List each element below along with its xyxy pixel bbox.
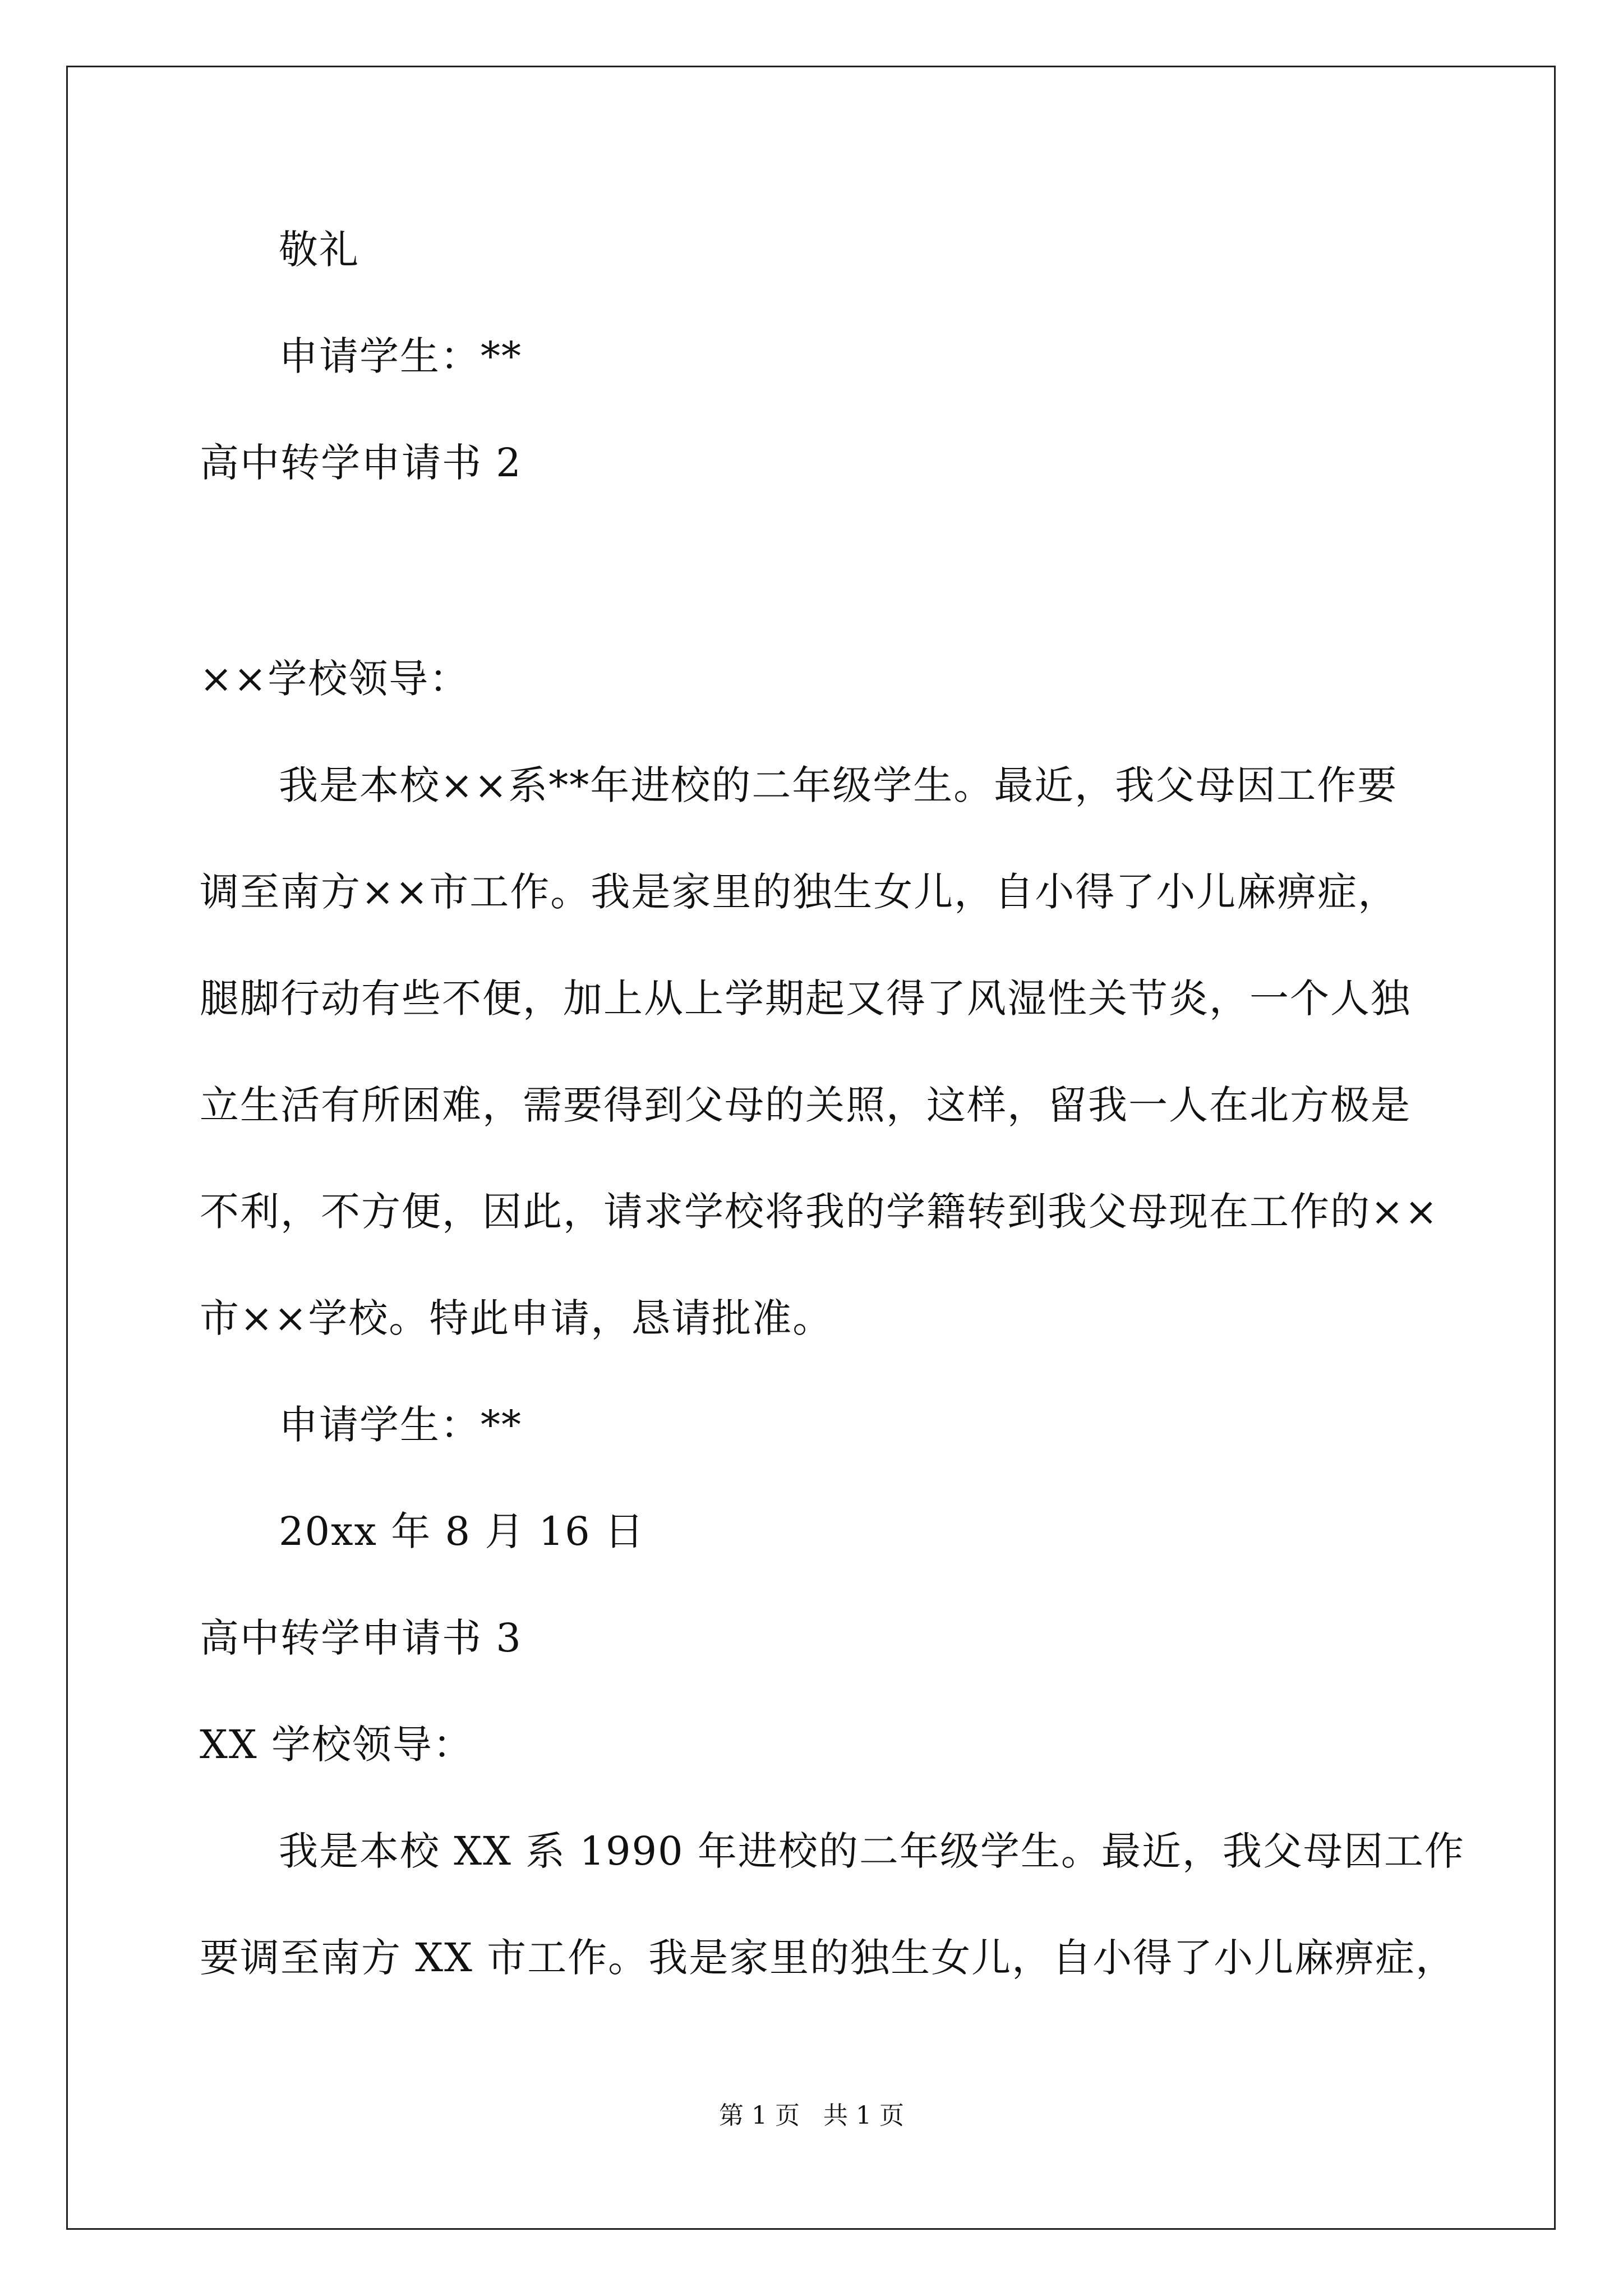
section-heading-2: 高中转学申请书 2 bbox=[200, 440, 522, 486]
addressee-line: XX 学校领导： bbox=[200, 1722, 473, 1768]
paragraph-line: 我是本校 XX 系 1990 年进校的二年级学生。最近，我父母因工作 bbox=[279, 1828, 1465, 1874]
paragraph-line: 我是本校××系**年进校的二年级学生。最近，我父母因工作要 bbox=[279, 762, 1398, 808]
paragraph-line: 市××学校。特此申请，恳请批准。 bbox=[200, 1295, 833, 1341]
paragraph-line: 腿脚行动有些不便，加上从上学期起又得了风湿性关节炎，一个人独 bbox=[200, 976, 1411, 1022]
applicant-signature: 申请学生：** bbox=[279, 333, 522, 379]
page-border bbox=[66, 66, 1556, 2230]
paragraph-line: 要调至南方 XX 市工作。我是家里的独生女儿，自小得了小儿麻痹症， bbox=[200, 1935, 1456, 1981]
section-heading-3: 高中转学申请书 3 bbox=[200, 1615, 522, 1661]
paragraph-line: 不利，不方便，因此，请求学校将我的学籍转到我父母现在工作的×× bbox=[200, 1189, 1439, 1235]
applicant-signature: 申请学生：** bbox=[279, 1402, 522, 1448]
addressee-line: ××学校领导： bbox=[200, 656, 470, 702]
closing-salutation: 敬礼 bbox=[279, 227, 359, 273]
paragraph-line: 立生活有所困难，需要得到父母的关照，这样，留我一人在北方极是 bbox=[200, 1082, 1411, 1128]
page-footer: 第 1 页 共 1 页 bbox=[719, 2101, 904, 2130]
date-line: 20xx 年 8 月 16 日 bbox=[279, 1508, 645, 1554]
paragraph-line: 调至南方××市工作。我是家里的独生女儿，自小得了小儿麻痹症， bbox=[200, 869, 1399, 915]
